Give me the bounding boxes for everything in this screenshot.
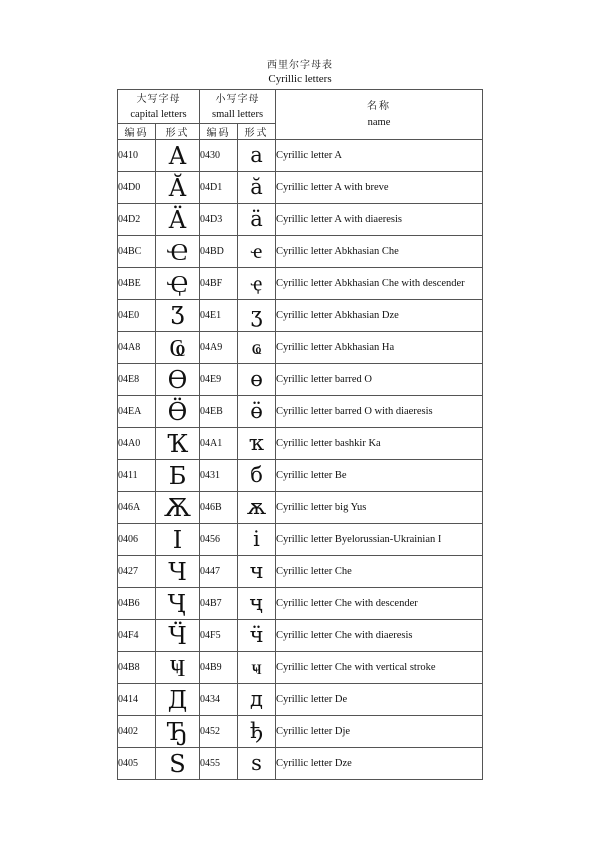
small-glyph-cell: б: [238, 460, 276, 492]
capital-glyph-cell: Ҿ: [156, 268, 200, 300]
small-code-cell: 04E9: [200, 364, 238, 396]
small-code-cell: 0434: [200, 684, 238, 716]
small-code-cell: 0452: [200, 716, 238, 748]
capital-code-cell: 04BC: [118, 236, 156, 268]
capital-glyph-cell: Ҽ: [156, 236, 200, 268]
capital-glyph-cell: Ҩ: [156, 332, 200, 364]
name-header: [276, 90, 483, 140]
capital-letters-header: [118, 90, 200, 124]
small-code-cell: 04B7: [200, 588, 238, 620]
letter-name-cell: Cyrillic letter A with diaeresis: [276, 204, 483, 236]
table-row: [118, 524, 483, 556]
table-row: [118, 140, 483, 172]
small-form-header: 形式: [238, 124, 276, 140]
small-glyph-cell: ӫ: [238, 396, 276, 428]
small-glyph-cell: ӵ: [238, 620, 276, 652]
capital-glyph-cell: Ҡ: [156, 428, 200, 460]
letter-name-cell: Cyrillic letter Dje: [276, 716, 483, 748]
small-letters-header-en: small letters: [212, 108, 264, 120]
table-row: [118, 172, 483, 204]
small-code-cell: 046B: [200, 492, 238, 524]
capital-code-cell: 0427: [118, 556, 156, 588]
letter-name-cell: Cyrillic letter A with breve: [276, 172, 483, 204]
small-glyph-cell: ҽ: [238, 236, 276, 268]
small-code-header: 编码: [200, 124, 238, 140]
capital-code-cell: 0414: [118, 684, 156, 716]
capital-glyph-cell: Б: [156, 460, 200, 492]
small-code-cell: 04F5: [200, 620, 238, 652]
letter-name-cell: Cyrillic letter big Yus: [276, 492, 483, 524]
small-code-cell: 0447: [200, 556, 238, 588]
small-letters-header-zh: 小写字母: [215, 93, 260, 105]
small-glyph-cell: ч: [238, 556, 276, 588]
capital-code-cell: 04B8: [118, 652, 156, 684]
capital-glyph-cell: Ђ: [156, 716, 200, 748]
capital-code-cell: 0410: [118, 140, 156, 172]
table-row: [118, 396, 483, 428]
name-header-zh: 名称: [367, 100, 392, 112]
capital-code-cell: 04EA: [118, 396, 156, 428]
small-glyph-cell: і: [238, 524, 276, 556]
capital-code-cell: 04A0: [118, 428, 156, 460]
letter-name-cell: Cyrillic letter Abkhasian Dze: [276, 300, 483, 332]
capital-glyph-cell: А: [156, 140, 200, 172]
capital-glyph-cell: Ҷ: [156, 588, 200, 620]
capital-code-header: 编码: [118, 124, 156, 140]
letter-name-cell: Cyrillic letter barred O: [276, 364, 483, 396]
page-title-en: Cyrillic letters: [268, 73, 332, 85]
capital-code-cell: 04D0: [118, 172, 156, 204]
capital-code-cell: 04E8: [118, 364, 156, 396]
small-glyph-cell: ӑ: [238, 172, 276, 204]
capital-glyph-cell: Ө: [156, 364, 200, 396]
letter-name-cell: Cyrillic letter Byelorussian-Ukrainian I: [276, 524, 483, 556]
capital-letters-header-zh: 大写字母: [136, 93, 181, 105]
letter-name-cell: Cyrillic letter Abkhasian Che with descender: [276, 268, 483, 300]
table-row: [118, 620, 483, 652]
capital-code-cell: 046A: [118, 492, 156, 524]
small-code-cell: 0430: [200, 140, 238, 172]
small-code-cell: 04BF: [200, 268, 238, 300]
capital-glyph-cell: І: [156, 524, 200, 556]
capital-code-cell: 04BE: [118, 268, 156, 300]
small-code-cell: 0455: [200, 748, 238, 780]
capital-letters-header-en: capital letters: [130, 108, 187, 120]
table-row: [118, 716, 483, 748]
capital-glyph-cell: Ӫ: [156, 396, 200, 428]
table-row: [118, 364, 483, 396]
capital-code-cell: 04E0: [118, 300, 156, 332]
table-row: [118, 332, 483, 364]
capital-glyph-cell: Д: [156, 684, 200, 716]
letter-name-cell: Cyrillic letter A: [276, 140, 483, 172]
small-code-cell: 04A9: [200, 332, 238, 364]
letters-table-body: [118, 140, 483, 780]
table-row: [118, 556, 483, 588]
small-glyph-cell: ҹ: [238, 652, 276, 684]
small-glyph-cell: а: [238, 140, 276, 172]
letter-name-cell: Cyrillic letter bashkir Ka: [276, 428, 483, 460]
small-code-cell: 04A1: [200, 428, 238, 460]
capital-code-cell: 04B6: [118, 588, 156, 620]
capital-glyph-cell: Ҹ: [156, 652, 200, 684]
table-row: [118, 684, 483, 716]
table-row: [118, 748, 483, 780]
table-row: [118, 492, 483, 524]
capital-code-cell: 04D2: [118, 204, 156, 236]
capital-code-cell: 0402: [118, 716, 156, 748]
small-code-cell: 04D3: [200, 204, 238, 236]
letter-name-cell: Cyrillic letter De: [276, 684, 483, 716]
capital-code-cell: 04F4: [118, 620, 156, 652]
capital-code-cell: 0406: [118, 524, 156, 556]
small-glyph-cell: ѕ: [238, 748, 276, 780]
capital-code-cell: 04A8: [118, 332, 156, 364]
table-row: [118, 268, 483, 300]
small-glyph-cell: ђ: [238, 716, 276, 748]
letter-name-cell: Cyrillic letter Che with diaeresis: [276, 620, 483, 652]
table-row: [118, 428, 483, 460]
capital-code-cell: 0405: [118, 748, 156, 780]
capital-glyph-cell: Ч: [156, 556, 200, 588]
small-glyph-cell: ө: [238, 364, 276, 396]
small-code-cell: 04D1: [200, 172, 238, 204]
table-row: [118, 204, 483, 236]
small-glyph-cell: д: [238, 684, 276, 716]
capital-glyph-cell: Ӡ: [156, 300, 200, 332]
small-glyph-cell: ҿ: [238, 268, 276, 300]
capital-glyph-cell: Ѫ: [156, 492, 200, 524]
small-letters-header: [200, 90, 276, 124]
letter-name-cell: Cyrillic letter Dze: [276, 748, 483, 780]
table-row: [118, 236, 483, 268]
small-code-cell: 04EB: [200, 396, 238, 428]
small-glyph-cell: ӓ: [238, 204, 276, 236]
letter-name-cell: Cyrillic letter Che: [276, 556, 483, 588]
letter-name-cell: Cyrillic letter Che with descender: [276, 588, 483, 620]
page-title-zh: 西里尔字母表: [267, 60, 333, 71]
capital-code-cell: 0411: [118, 460, 156, 492]
table-row: [118, 652, 483, 684]
table-row: [118, 300, 483, 332]
small-glyph-cell: ҷ: [238, 588, 276, 620]
small-code-cell: 04BD: [200, 236, 238, 268]
capital-form-header: 形式: [156, 124, 200, 140]
small-code-cell: 04B9: [200, 652, 238, 684]
letter-name-cell: Cyrillic letter Abkhasian Che: [276, 236, 483, 268]
letter-name-cell: Cyrillic letter Abkhasian Ha: [276, 332, 483, 364]
capital-glyph-cell: Ѕ: [156, 748, 200, 780]
capital-glyph-cell: Ӑ: [156, 172, 200, 204]
letter-name-cell: Cyrillic letter barred O with diaeresis: [276, 396, 483, 428]
capital-glyph-cell: Ӵ: [156, 620, 200, 652]
small-glyph-cell: ҡ: [238, 428, 276, 460]
table-row: [118, 588, 483, 620]
table-row: [118, 460, 483, 492]
small-code-cell: 04E1: [200, 300, 238, 332]
small-code-cell: 0431: [200, 460, 238, 492]
name-header-en: name: [367, 116, 391, 128]
cyrillic-letters-table: [117, 89, 483, 780]
letter-name-cell: Cyrillic letter Che with vertical stroke: [276, 652, 483, 684]
small-glyph-cell: ѫ: [238, 492, 276, 524]
small-code-cell: 0456: [200, 524, 238, 556]
small-glyph-cell: ҩ: [238, 332, 276, 364]
letter-name-cell: Cyrillic letter Be: [276, 460, 483, 492]
small-glyph-cell: ӡ: [238, 300, 276, 332]
capital-glyph-cell: Ӓ: [156, 204, 200, 236]
